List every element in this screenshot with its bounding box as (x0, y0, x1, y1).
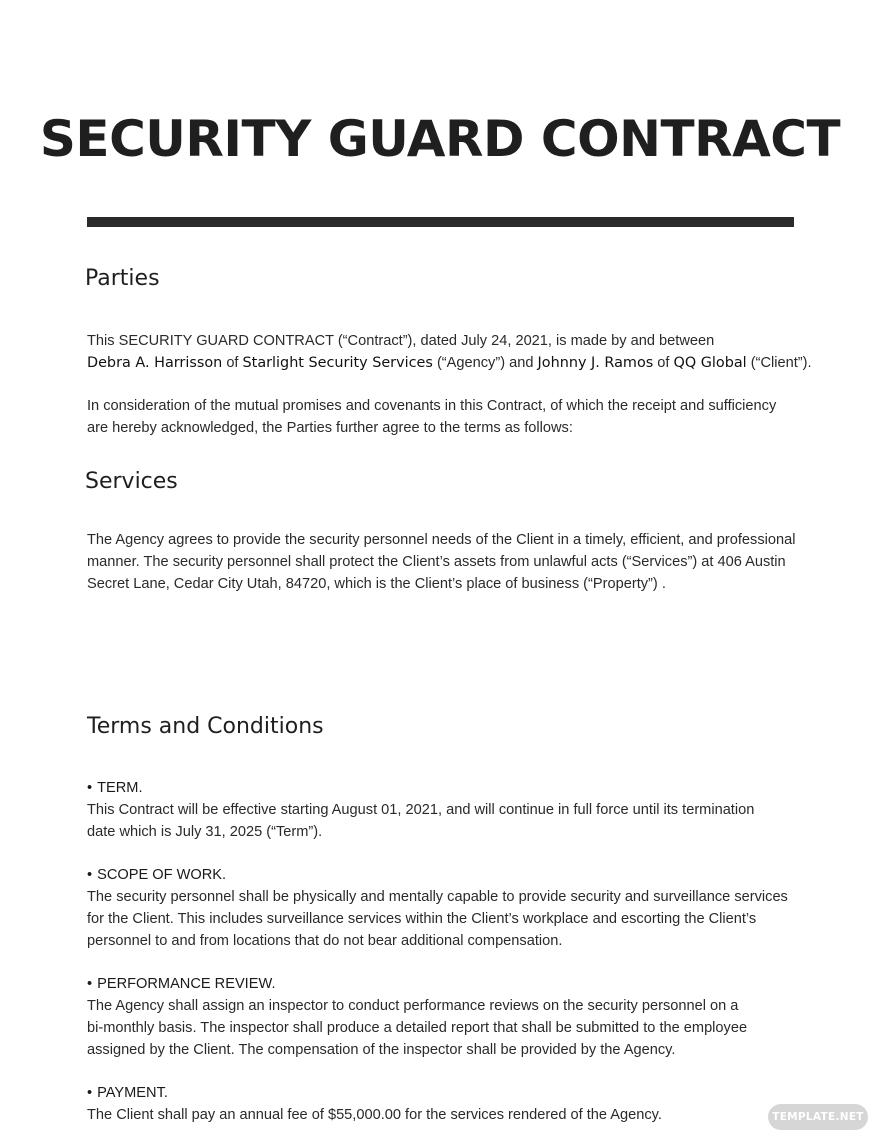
watermark-badge: TEMPLATE.NET (768, 1104, 868, 1130)
term-item-title (87, 777, 143, 799)
payment-item-title (87, 1082, 168, 1104)
paragraph-line: This Contract will be effective starting August 01, 2021, and will continue in full force until its termination (87, 802, 755, 818)
parties-intro-line: This SECURITY GUARD CONTRACT (“Contract”), dated July 24, 2021, is made by and between (87, 333, 715, 349)
bullet-icon: • (87, 867, 93, 883)
paragraph-line: bi-monthly basis. The inspector shall produce a detailed report that shall be submitted to the employee (87, 1020, 748, 1036)
paragraph-line: personnel to and from locations that do not bear additional compensation. (87, 933, 563, 949)
paragraph-line: manner. The security personnel shall protect the Client’s assets from unlawful acts (“Services”) at 406 Austin (87, 554, 786, 570)
payment-title-text: PAYMENT. (97, 1085, 168, 1101)
agency-company-name: Starlight Security Services (242, 355, 433, 371)
paragraph-line: are hereby acknowledged, the Parties further agree to the terms as follows: (87, 420, 573, 436)
paragraph-line: The Client shall pay an annual fee of $55,000.00 for the services rendered of the Agency. (87, 1107, 662, 1123)
parties-paragraph-1 (87, 330, 812, 374)
section-heading-terms: Terms and Conditions (87, 714, 324, 739)
section-heading-services: Services (85, 469, 178, 494)
scope-title-text: SCOPE OF WORK. (97, 867, 227, 883)
term-title-text: TERM. (97, 780, 143, 796)
review-title-text: PERFORMANCE REVIEW. (97, 976, 276, 992)
review-item-body (87, 995, 747, 1061)
document-title: SECURITY GUARD CONTRACT (39, 110, 841, 168)
paragraph-line: The Agency agrees to provide the security personnel needs of the Client in a timely, efficient, and professional (87, 532, 796, 548)
text-of: of (222, 355, 243, 371)
paragraph-line: for the Client. This includes surveillance services within the Client’s workplace and escorting the Client’s (87, 911, 757, 927)
review-item-title (87, 973, 276, 995)
agency-person-name: Debra A. Harrisson (87, 355, 223, 371)
services-paragraph (87, 529, 795, 595)
paragraph-line: date which is July 31, 2025 (“Term”). (87, 824, 323, 840)
payment-item-body (87, 1104, 662, 1126)
bullet-icon: • (87, 780, 93, 796)
paragraph-line: Secret Lane, Cedar City Utah, 84720, which is the Client’s place of business (“Property”) . (87, 576, 666, 592)
bullet-icon: • (87, 976, 93, 992)
title-divider (87, 217, 794, 227)
client-label-text: (“Client”). (746, 355, 812, 371)
scope-item-body (87, 886, 788, 952)
paragraph-line: The security personnel shall be physically and mentally capable to provide security and surveillance services (87, 889, 788, 905)
paragraph-line: In consideration of the mutual promises and covenants in this Contract, of which the receipt and sufficiency (87, 398, 777, 414)
paragraph-line: The Agency shall assign an inspector to conduct performance reviews on the security personnel on a (87, 998, 739, 1014)
term-item-body (87, 799, 754, 843)
client-person-name: Johnny J. Ramos (537, 355, 654, 371)
agency-label-text: (“Agency”) and (432, 355, 538, 371)
parties-paragraph-2 (87, 395, 776, 439)
scope-item-title (87, 864, 226, 886)
section-heading-parties: Parties (85, 266, 160, 291)
text-of: of (653, 355, 674, 371)
bullet-icon: • (87, 1085, 93, 1101)
client-company-name: QQ Global (673, 355, 747, 371)
paragraph-line: assigned by the Client. The compensation of the inspector shall be provided by the Agency. (87, 1042, 676, 1058)
